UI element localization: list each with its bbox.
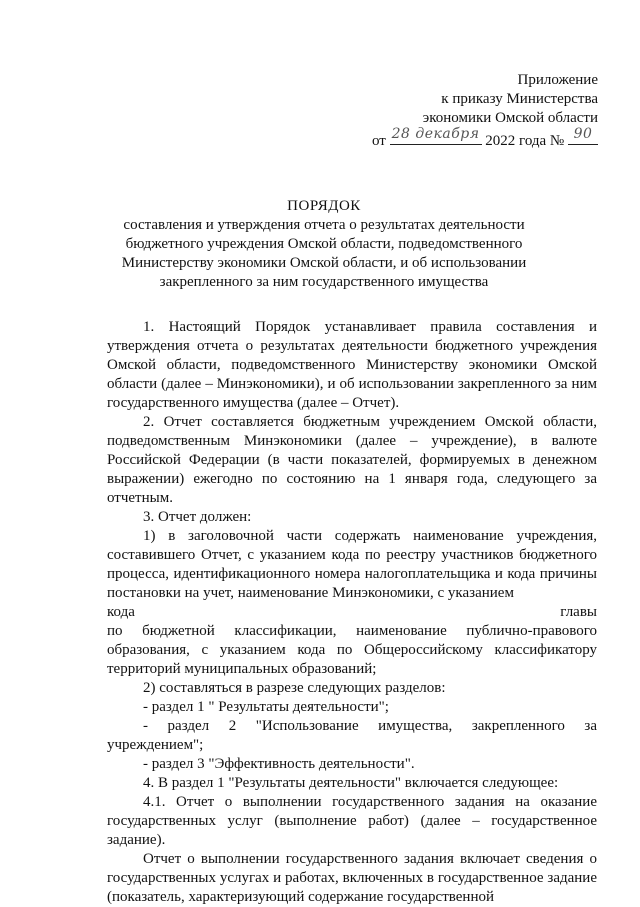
section-2-item: - раздел 2 "Использование имущества, закрепленного за учреждением"; [107,718,597,753]
paragraph-4-1: 4.1. Отчет о выполнении государственного задания на оказание государственных услуг (выполнение работ) (далее – государственное задание). [107,794,597,848]
paragraph-3-1c: по бюджетной классификации, наименование публично-правового образования, с указанием кода по Общероссийскому классификатору территорий муниципальных образований; [107,623,597,677]
number-handwritten: 90 [573,126,593,142]
paragraph-3-2: 2) составляться в разрезе следующих разделов: [143,680,446,696]
section-3-item: - раздел 3 "Эффективность деятельности". [143,756,415,772]
paragraph-3-1a: 1) в заголовочной части содержать наименование учреждения, составившего Отчет, с указанием кода по реестру участников бюджетного процесса, идентификационного номера налогоплательщика и кода причины постановки на учет, наименование Минэкономики, с указанием [107,528,597,601]
approval-date-line [298,128,598,151]
date-handwritten: 28 декабря [391,126,480,142]
paragraph-2: 2. Отчет составляется бюджетным учреждением Омской области, подведомственным Минэкономики (далее – учреждение), в валюте Российской Федерации (в части показателей, формируемых в денежном выражении) ежегодно по состоянию на 1 января года, следующего за отчетным. [107,414,597,506]
paragraph-4-1-details: Отчет о выполнении государственного задания включает сведения о государственных услугах и работах, включенных в государственное задание (показатель, характеризующий содержание государственной [107,851,597,905]
date-suffix: 2022 года № [485,133,565,149]
document-title-block [84,197,564,292]
approval-line-1: Приложение [517,72,598,88]
document-body [107,318,597,907]
paragraph-3-1b [107,603,597,622]
section-1-item: - раздел 1 " Результаты деятельности"; [143,699,389,715]
paragraph-1: 1. Настоящий Порядок устанавливает правила составления и утверждения отчета о результатах деятельности бюджетного учреждения Омской области, подведомственного Министерству экономики Омской области (далее – Минэкономики), и об использовании закрепленного за ним государственного имущества (далее – Отчет). [107,319,597,411]
approval-line-2: к приказу Министерства [441,91,598,107]
paragraph-4: 4. В раздел 1 "Результаты деятельности" включается следующее: [143,775,559,791]
document-subtitle: составления и утверждения отчета о результатах деятельности бюджетного учреждения Омской области, подведомственного Министерству экономики Омской области, и об использовании закрепленного за ним государственного имущества [121,217,527,290]
code-word: кода [107,604,135,620]
approval-block [298,71,598,151]
paragraph-3: 3. Отчет должен: [143,509,252,525]
date-prefix: от [371,133,386,149]
approval-line-3: экономики Омской области [422,110,598,126]
document-title: ПОРЯДОК [287,198,361,214]
number-handwritten-field [568,128,598,145]
chapter-word: главы [560,604,597,620]
date-handwritten-field [390,128,482,145]
